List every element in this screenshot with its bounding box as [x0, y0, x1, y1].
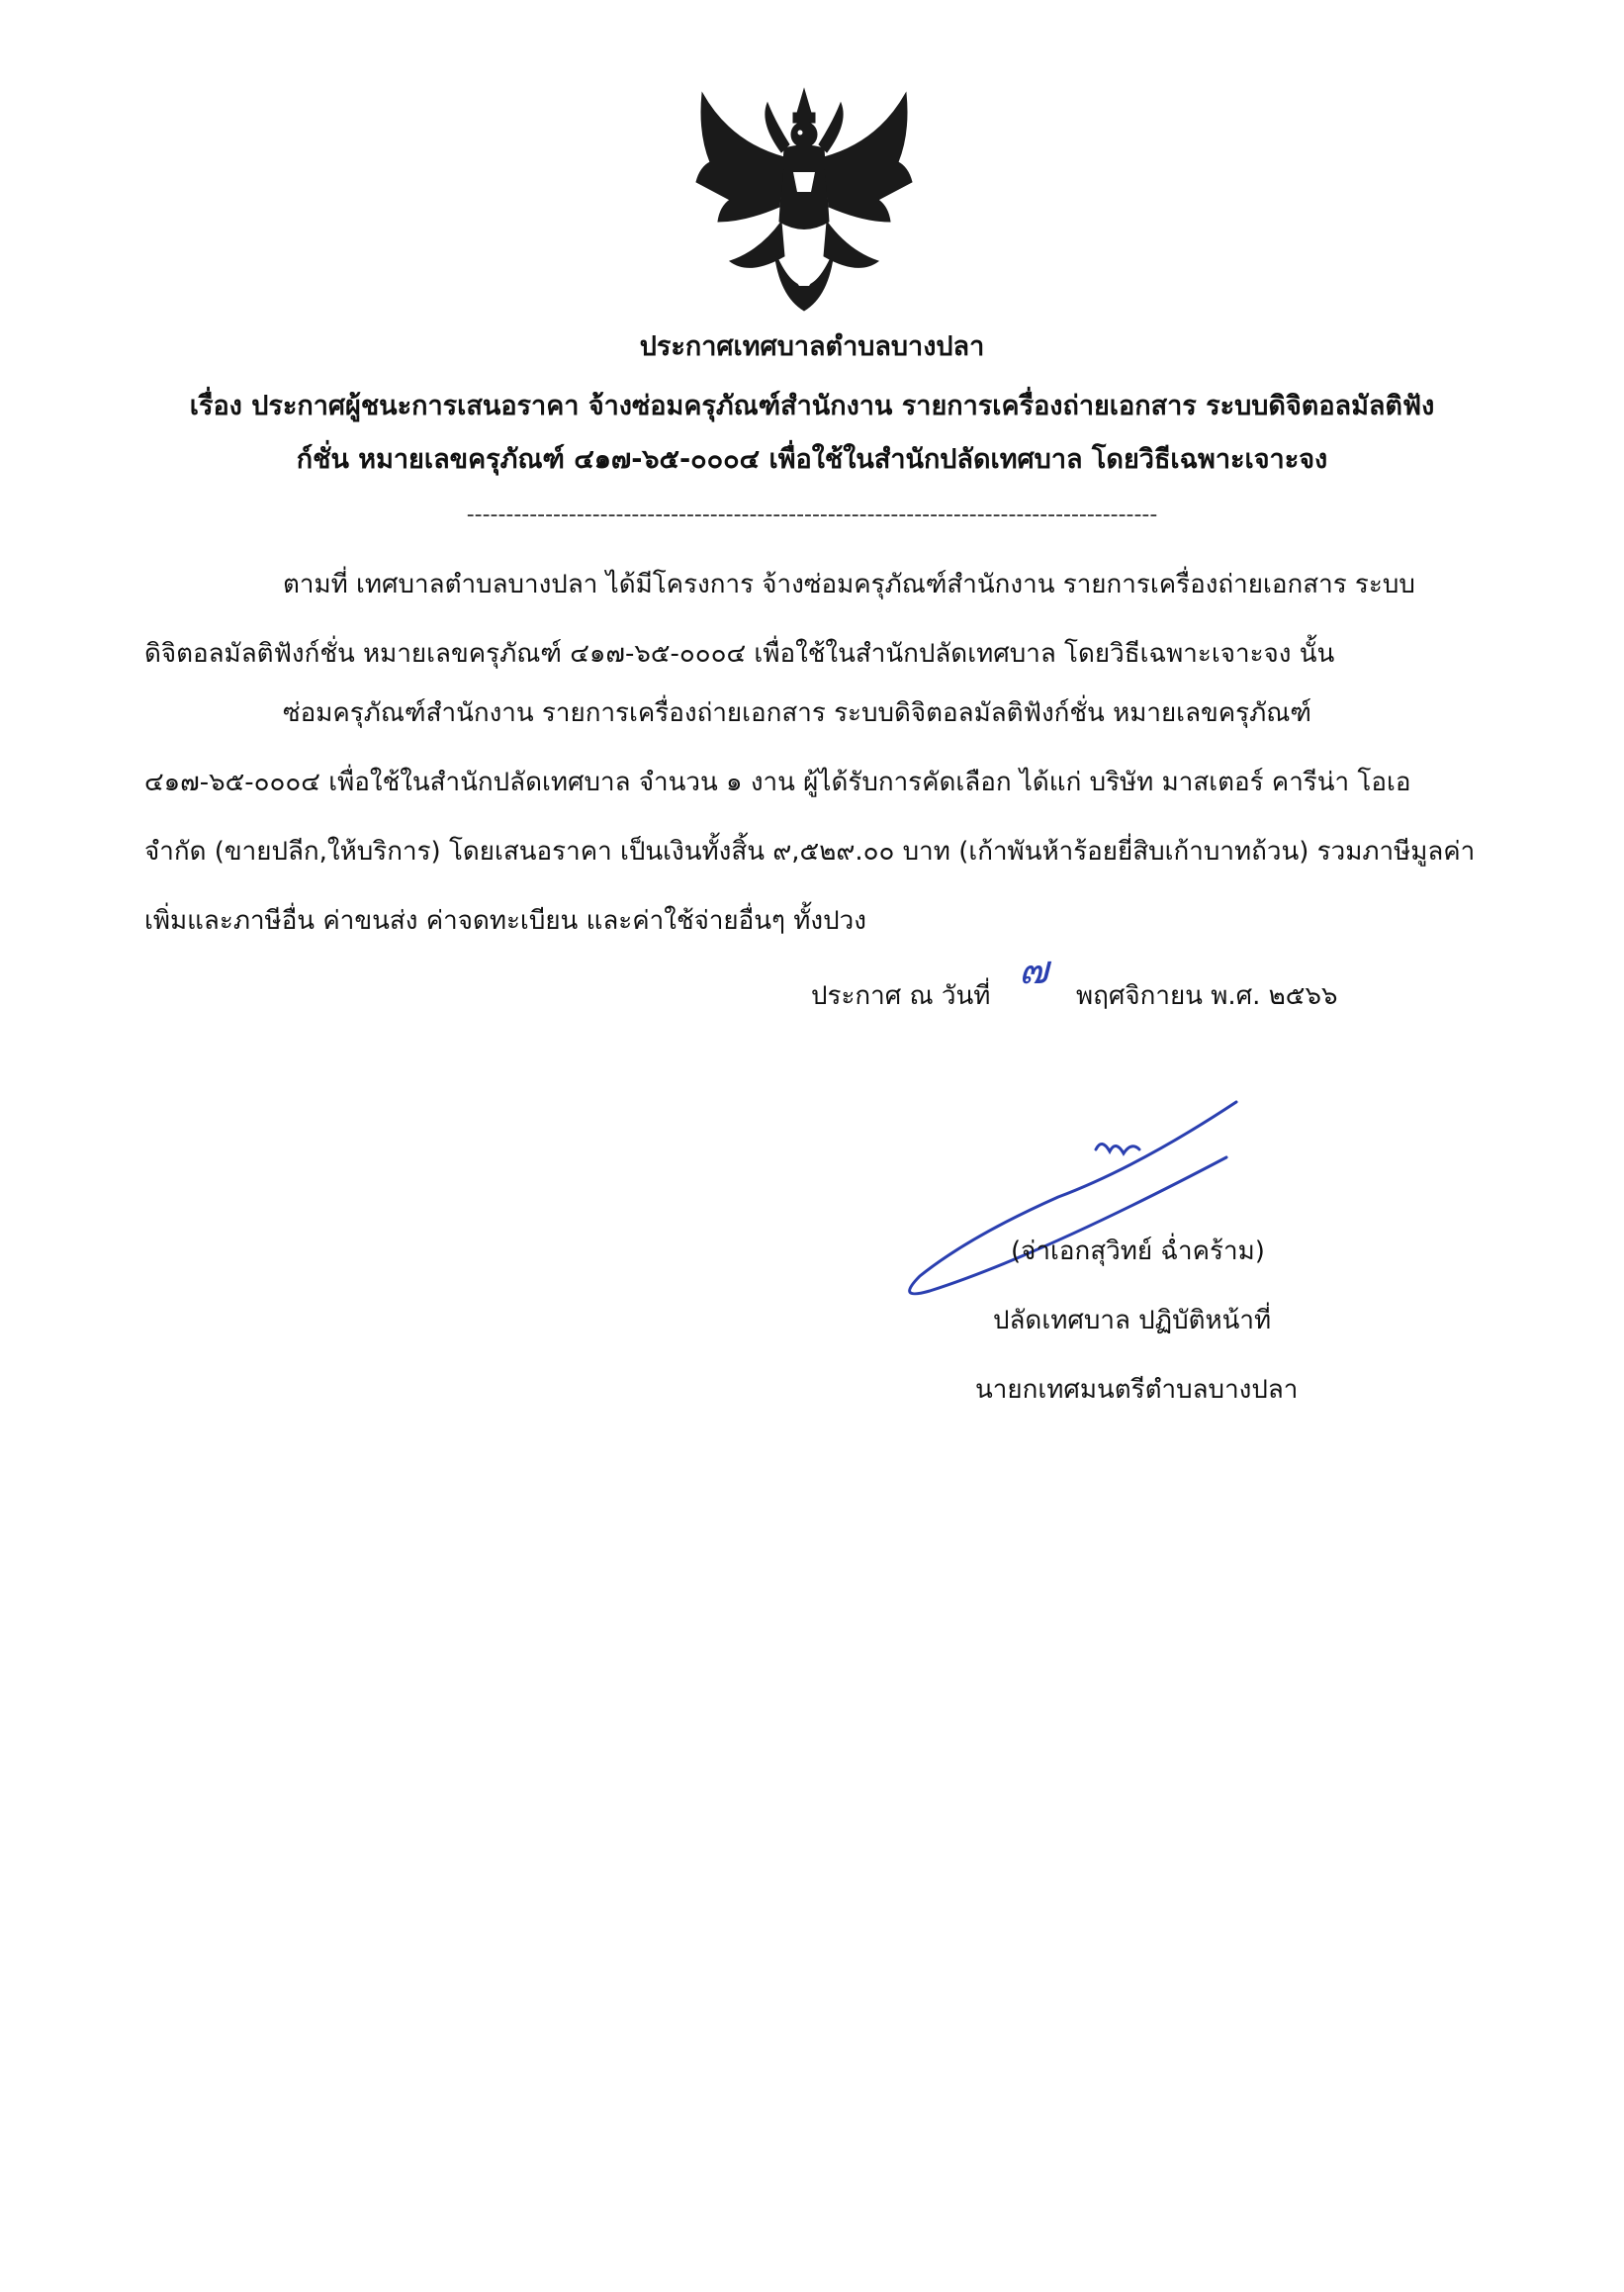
- announcement-date: [811, 975, 1337, 1016]
- signatory-name: (จ่าเอกสุวิทย์ ฉ่ำคร้าม): [1011, 1237, 1265, 1266]
- organization-title: ประกาศเทศบาลตำบลบางปลา: [639, 331, 985, 362]
- paragraph-intro: [144, 550, 1480, 688]
- subject-line-1: เรื่อง ประกาศผู้ชนะการเสนอราคา จ้างซ่อมครุภัณฑ์สำนักงาน รายการเครื่องถ่ายเอกสาร ระบบดิจิตอลมัลติฟัง: [189, 391, 1435, 421]
- signatory-title: นายกเทศมนตรีตำบลบางปลา: [975, 1375, 1299, 1405]
- garuda-emblem-icon: [690, 83, 918, 321]
- paragraph-award: [144, 679, 1480, 956]
- date-suffix: พฤศจิกายน พ.ศ. ๒๕๖๖: [1075, 981, 1338, 1011]
- paragraph-award-text: ซ่อมครุภัณฑ์สำนักงาน รายการเครื่องถ่ายเอกสาร ระบบดิจิตอลมัลติฟังก์ชั่น หมายเลขครุภัณฑ์ ๔๑๗-๖๕-๐๐๐๔ เพื่อใช้ในสำนักปลัดเทศบาล จำนวน ๑ งาน ผู้ได้รับการคัดเลือก ได้แก่ บริษัท มาสเตอร์ คารีน่า โอเอ จำกัด (ขายปลีก,ให้บริการ) โดยเสนอราคา เป็นเงินทั้งสิ้น ๙,๕๒๙.๐๐ บาท (เก้าพันห้าร้อยยี่สิบเก้าบาทถ้วน) รวมภาษีมูลค่าเพิ่มและภาษีอื่น ค่าขนส่ง ค่าจดทะเบียน และค่าใช้จ่ายอื่นๆ ทั้งปวง: [144, 698, 1476, 936]
- divider-line: ----------------------------------------------------------------------------------------: [466, 503, 1158, 527]
- subject-line-2: ก์ชั่น หมายเลขครุภัณฑ์ ๔๑๗-๖๕-๐๐๐๔ เพื่อใช้ในสำนักปลัดเทศบาล โดยวิธีเฉพาะเจาะจง: [296, 444, 1328, 475]
- handwritten-day: ๗: [1019, 948, 1049, 993]
- date-prefix: ประกาศ ณ วันที่: [811, 981, 991, 1011]
- signatory-position: ปลัดเทศบาล ปฏิบัติหน้าที่: [993, 1306, 1272, 1335]
- signature-icon: [890, 1088, 1256, 1306]
- subject-heading: [0, 380, 1624, 487]
- paragraph-intro-text: ตามที่ เทศบาลตำบลบางปลา ได้มีโครงการ จ้างซ่อมครุภัณฑ์สำนักงาน รายการเครื่องถ่ายเอกสาร ระบบดิจิตอลมัลติฟังก์ชั่น หมายเลขครุภัณฑ์ ๔๑๗-๖๕-๐๐๐๔ เพื่อใช้ในสำนักปลัดเทศบาล โดยวิธีเฉพาะเจาะจง นั้น: [144, 570, 1415, 669]
